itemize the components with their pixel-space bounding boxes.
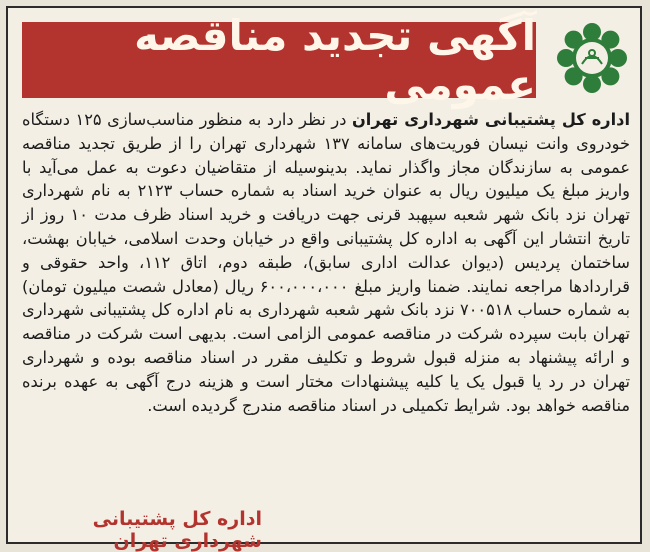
title-banner bbox=[22, 11, 536, 109]
notice-title: آگهی تجدید مناقصه عمومی bbox=[134, 11, 536, 109]
notice-body bbox=[22, 108, 630, 417]
signature: اداره کل پشتیبانی شهرداری تهران bbox=[92, 508, 262, 552]
notice-paragraph-3: شرایط تکمیلی در اسناد مناقصه مندرج گردیده است. bbox=[147, 395, 501, 415]
notice-paragraph-1: در نظر دارد به منظور مناسب‌سازی ۱۲۵ دستگاه خودروی وانت نیسان فوریت‌های سامانه ۱۳۷ شهرداری تهران را از طریق تجدید مناقصه عمومی به سازندگان مجاز واگذار نماید. bbox=[22, 110, 631, 177]
notice-lead: اداره کل پشتیبانی شهرداری تهران bbox=[351, 110, 630, 129]
notice-paragraph-2: بدینوسیله از متقاضیان دعوت به عمل می‌آید با واریز مبلغ یک میلیون ریال به عنوان خرید اسناد به شماره حساب ۲۱۲۳ به نام شهرداری تهران نزد بانک شهر شعبه سپهبد قرنی جهت دریافت و خرید اسناد ظرف مدت ۱۰ روز از تاریخ انتشار این آگهی به اداره کل پشتیبانی واقع در خیابان وحدت اسلامی، خیابان بهشت، ساختمان پردیس (دیوان عدالت اداری سابق)، طبقه دوم، اتاق ۱۱۲، واحد حقوقی و قراردادها مراجعه نمایند. ضمنا واریز مبلغ ۶۰۰،۰۰۰،۰۰۰ ریال (معادل شصت میلیون تومان) به شماره حساب ۷۰۰۵۱۸ نزد بانک شهر شعبه شهرداری به نام اداره کل پشتیبانی شهرداری تهران بابت سپرده شرکت در مناقصه عمومی الزامی است. بدیهی است شرکت در مناقصه و ارائه پیشنهاد به منزله قبول شروط و تکلیف مقرر در اسناد مناقصه بوده و شهرداری تهران در رد یا قبول یک یا کلیه پیشنهادات مختار است و هزینه درج آگهی به عهده برنده مناقصه خواهد بود. bbox=[22, 157, 631, 415]
tehran-municipality-logo-icon bbox=[552, 18, 632, 98]
